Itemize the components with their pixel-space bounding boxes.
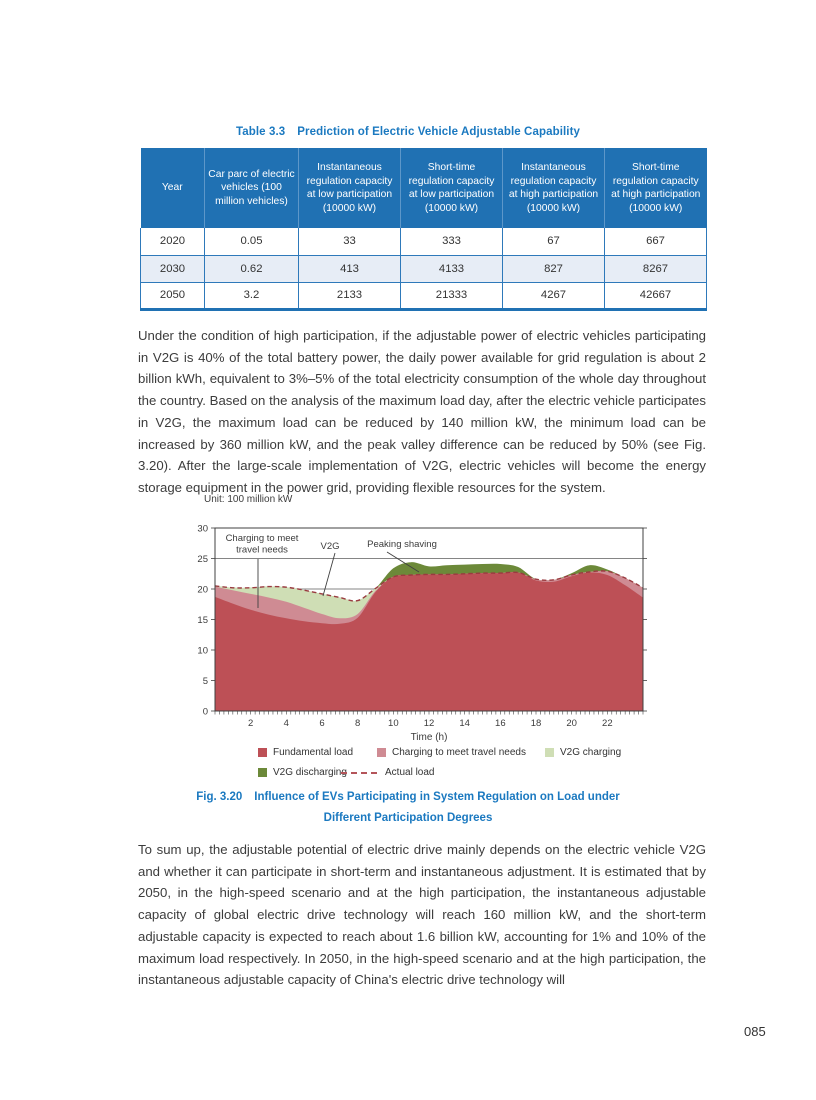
legend-item-fundamental-load — [258, 747, 353, 758]
dashed-line-swatch-icon — [341, 772, 377, 774]
table-cell: 67 — [503, 228, 605, 255]
x-tick-label: 2 — [248, 718, 254, 729]
chart-annotation-text: Charging to meet — [225, 533, 299, 544]
table-header — [141, 148, 707, 228]
table-cell: 2020 — [141, 228, 205, 255]
table-cell: 0.62 — [205, 255, 299, 282]
col-year: Year — [141, 148, 205, 228]
paragraph-1: Under the condition of high participation, if the adjustable power of electric vehicles participating in V2G is 40% of the total battery power, the daily power available for grid regulation is about 2 billion kWh, equivalent to 3%–5% of the total electricity consumption of the whole day throughout the country. Based on the analysis of the maximum load day, after the electric vehicle participates in V2G, the maximum load can be reduced by 140 million kW, the minimum load can be increased by 360 million kW, and the peak valley difference can be reduced by 50% (see Fig. 3.20). After the large-scale implementation of V2G, electric vehicles will become the energy storage equipment in the power grid, providing flexible resources for the system. — [138, 328, 706, 495]
x-tick-label: 22 — [602, 718, 613, 729]
legend-label: Charging to meet travel needs — [392, 747, 526, 758]
table-cell: 333 — [401, 228, 503, 255]
table-cell: 0.05 — [205, 228, 299, 255]
table-cell: 413 — [299, 255, 401, 282]
table-row — [141, 228, 707, 255]
v2g-charging-swatch-icon — [545, 748, 554, 757]
x-tick-label: 18 — [530, 718, 542, 729]
legend-item-v2g-discharging — [258, 767, 347, 778]
y-tick-label: 10 — [197, 645, 208, 657]
x-tick-label: 12 — [423, 718, 435, 729]
figure-number-label: Fig. 3.20 — [196, 791, 243, 803]
legend-item-actual-load — [341, 767, 434, 778]
legend-label: V2G discharging — [273, 767, 347, 778]
col-car-parc: Car parc of electric vehicles (100 million vehicles) — [205, 148, 299, 228]
chart-unit-label: Unit: 100 million kW — [204, 494, 293, 505]
y-tick-label: 15 — [197, 615, 208, 626]
table-cell: 42667 — [605, 282, 707, 309]
page-number: 085 — [744, 1024, 766, 1039]
annotation-leader-line — [323, 553, 335, 596]
chart-annotation-text: Peaking shaving — [367, 539, 437, 550]
table-row — [141, 282, 707, 309]
y-tick-label: 25 — [197, 554, 208, 565]
x-tick-label: 6 — [319, 718, 325, 729]
table-title-text: Prediction of Electric Vehicle Adjustable Capability — [297, 126, 581, 138]
figure-caption-line1 — [124, 791, 692, 803]
x-tick-label: 10 — [388, 718, 399, 729]
chart-annotation-text: V2G — [320, 541, 340, 552]
table-cell: 2133 — [299, 282, 401, 309]
col-short-low: Short-time regulation capacity at low participation (10000 kW) — [401, 148, 503, 228]
y-tick-label: 20 — [197, 584, 208, 596]
table-cell: 21333 — [401, 282, 503, 309]
y-tick-label: 5 — [202, 676, 208, 687]
table-header-row — [141, 148, 707, 228]
table-cell: 4267 — [503, 282, 605, 309]
table-title — [124, 126, 692, 138]
x-tick-label: 4 — [283, 718, 289, 729]
table-number-label: Table 3.3 — [235, 126, 286, 138]
table-cell: 2030 — [141, 255, 205, 282]
table-cell: 667 — [605, 228, 707, 255]
col-inst-low: Instantaneous regulation capacity at low participation (10000 kW) — [299, 148, 401, 228]
v2g-discharging-swatch-icon — [258, 768, 267, 777]
y-tick-label: 0 — [202, 706, 208, 718]
col-inst-high: Instantaneous regulation capacity at high participation (10000 kW) — [503, 148, 605, 228]
table-cell: 4133 — [401, 255, 503, 282]
x-tick-label: 14 — [459, 718, 470, 729]
ev-capability-table — [140, 148, 707, 311]
table-cell: 827 — [503, 255, 605, 282]
table-row — [141, 255, 707, 282]
legend-item-v2g-charging — [545, 747, 621, 758]
table-cell: 33 — [299, 228, 401, 255]
x-tick-label: 20 — [566, 718, 577, 729]
figure-caption-text: Influence of EVs Participating in System Regulation on Load under — [254, 791, 620, 803]
legend-label: Actual load — [385, 767, 435, 778]
legend-label: V2G charging — [560, 747, 622, 758]
table-cell: 8267 — [605, 255, 707, 282]
table-cell: 3.2 — [205, 282, 299, 309]
x-axis-title: Time (h) — [410, 732, 448, 743]
legend-label: Fundamental load — [273, 747, 354, 758]
y-tick-label: 30 — [197, 523, 208, 535]
charging-swatch-icon — [377, 748, 386, 757]
col-short-high: Short-time regulation capacity at high participation (10000 kW) — [605, 148, 707, 228]
fundamental-load-swatch-icon — [258, 748, 267, 757]
x-tick-label: 16 — [495, 718, 506, 729]
load-area-chart — [176, 496, 676, 746]
x-tick-label: 8 — [355, 718, 361, 729]
figure-caption-line2: Different Participation Degrees — [323, 812, 493, 824]
chart-annotation-text: travel needs — [236, 544, 288, 556]
legend-item-charging-travel-needs — [377, 747, 526, 758]
paragraph-2: To sum up, the adjustable potential of electric drive mainly depends on the electric vehicle V2G and whether it can participate in short-term and instantaneous adjustment. It is estimated that by 2050, in the high-speed scenario and at the high participation, the instantaneous adjustable capacity of global electric drive technology will reach 160 million kW, and the short-term adjustable capacity is expected to reach about 1.6 billion kW, accounting for 1% and 10% of the maximum load respectively. In 2050, in the high-speed scenario and at the high participation, the instantaneous adjustable capacity of China's electric drive technology will — [138, 842, 706, 988]
table-cell: 2050 — [141, 282, 205, 309]
